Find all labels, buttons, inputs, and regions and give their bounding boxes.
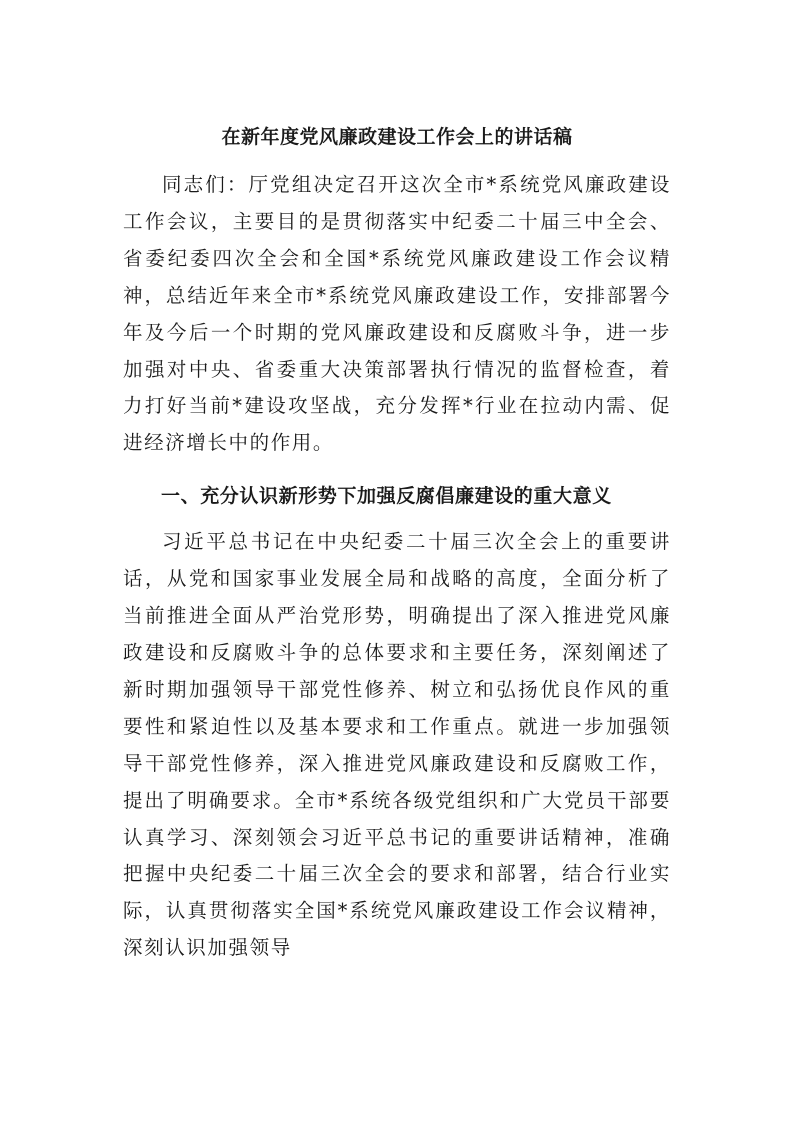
document-body [123, 118, 671, 967]
intro-paragraph: 同志们：厅党组决定召开这次全市*系统党风廉政建设工作会议，主要目的是贯彻落实中纪委二十届三中全会、省委纪委四次全会和全国*系统党风廉政建设工作会议精神，总结近年来全市*系统党风廉政建设工作，安排部署今年及今后一个时期的党风廉政建设和反腐败斗争，进一步加强对中央、省委重大决策部署执行情况的监督检查，着力打好当前*建设攻坚战，充分发挥*行业在拉动内需、促进经济增长中的作用。 [123, 173, 671, 455]
document-title: 在新年度党风廉政建设工作会上的讲话稿 [221, 126, 573, 148]
section-heading: 一、充分认识新形势下加强反腐倡廉建设的重大意义 [161, 485, 612, 508]
section-paragraph: 习近平总书记在中央纪委二十届三次全会上的重要讲话，从党和国家事业发展全局和战略的高度，全面分析了当前推进全面从严治党形势，明确提出了深入推进党风廉政建设和反腐败斗争的总体要求和主要任务，深刻阐述了新时期加强领导干部党性修养、树立和弘扬优良作风的重要性和紧迫性以及基本要求和工作重点。就进一步加强领导干部党性修养，深入推进党风廉政建设和反腐败工作，提出了明确要求。全市*系统各级党组织和广大党员干部要认真学习、深刻领会习近平总书记的重要讲话精神，准确把握中央纪委二十届三次全会的要求和部署，结合行业实际，认真贯彻落实全国*系统党风廉政建设工作会议精神，深刻认识加强领导 [123, 530, 671, 960]
